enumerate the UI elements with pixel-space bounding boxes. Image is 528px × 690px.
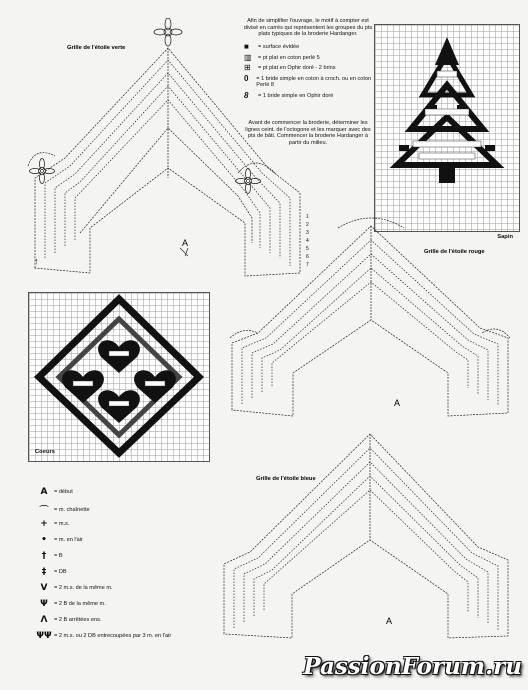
legend-row: ⌒ = m. chaînette bbox=[39, 506, 90, 516]
legend-row: ΨΨ = 2 m.s. ou 2 DB entrecoupées par 3 m. en l'air bbox=[36, 631, 172, 641]
legend-row: • = m. en l'air bbox=[41, 535, 83, 545]
svg-text:↑: ↑ bbox=[34, 256, 39, 266]
intro-text: Afin de simplifier l'ouvrage, le motif à compter est divisé en carrés qui représentent les groupes du pts plats typiques de la broderie Hardanger. bbox=[243, 18, 373, 38]
red-star-chart bbox=[218, 208, 523, 426]
instructions-text: Avant de commencer la broderie, déterminer les lignes ceint. de l'octogone et les marquer avec des pts de bâti. Commencer la broderie Hardanger à partir du milieu. bbox=[245, 120, 371, 146]
coeurs-label: Coeurs bbox=[35, 449, 55, 455]
svg-text:6: 6 bbox=[306, 254, 309, 260]
watermark: PassionForum.ru bbox=[303, 653, 522, 680]
svg-text:1: 1 bbox=[306, 214, 309, 220]
svg-text:3: 3 bbox=[306, 230, 309, 236]
blue-star-chart bbox=[210, 422, 520, 652]
sapin-chart bbox=[374, 24, 520, 240]
blue-star-title: Grille de l'étoile bleue bbox=[256, 476, 316, 482]
legend-row: Λ = 2 B arrêtées ens. bbox=[40, 615, 102, 625]
svg-text:7: 7 bbox=[306, 262, 309, 268]
start-marker-blue: A bbox=[386, 616, 393, 626]
legend-row: ‡ = DB bbox=[41, 567, 67, 577]
sapin-label: Sapin bbox=[497, 234, 513, 240]
legend-row: V = 2 m.s. de la même m. bbox=[40, 583, 113, 593]
legend-row: Ψ = 2 B de la même m. bbox=[40, 599, 106, 609]
legend-row: + = m.s. bbox=[40, 519, 70, 529]
svg-text:4: 4 bbox=[306, 238, 309, 244]
green-star-title: Grille de l'étoile verte bbox=[67, 45, 126, 51]
legend-row: † = B bbox=[41, 551, 63, 561]
start-marker-green: A bbox=[182, 238, 189, 248]
legend-row: A = début bbox=[40, 487, 73, 497]
start-marker-red: A bbox=[394, 398, 401, 408]
symbol-key: ■ = surface évidée ▥ = pt plat en coton perlé 5 ⊞ = pt plat en Ophir doré - 2 brins 0 = 1 bride simple en coton à croch. ou en coton Perlé 8 8 = 1 bride simple en Ophir doré bbox=[244, 42, 372, 100]
svg-text:2: 2 bbox=[306, 222, 309, 228]
svg-text:5: 5 bbox=[306, 246, 309, 252]
red-star-title: Grille de l'étoile rouge bbox=[424, 249, 485, 255]
coeurs-chart bbox=[28, 292, 210, 462]
